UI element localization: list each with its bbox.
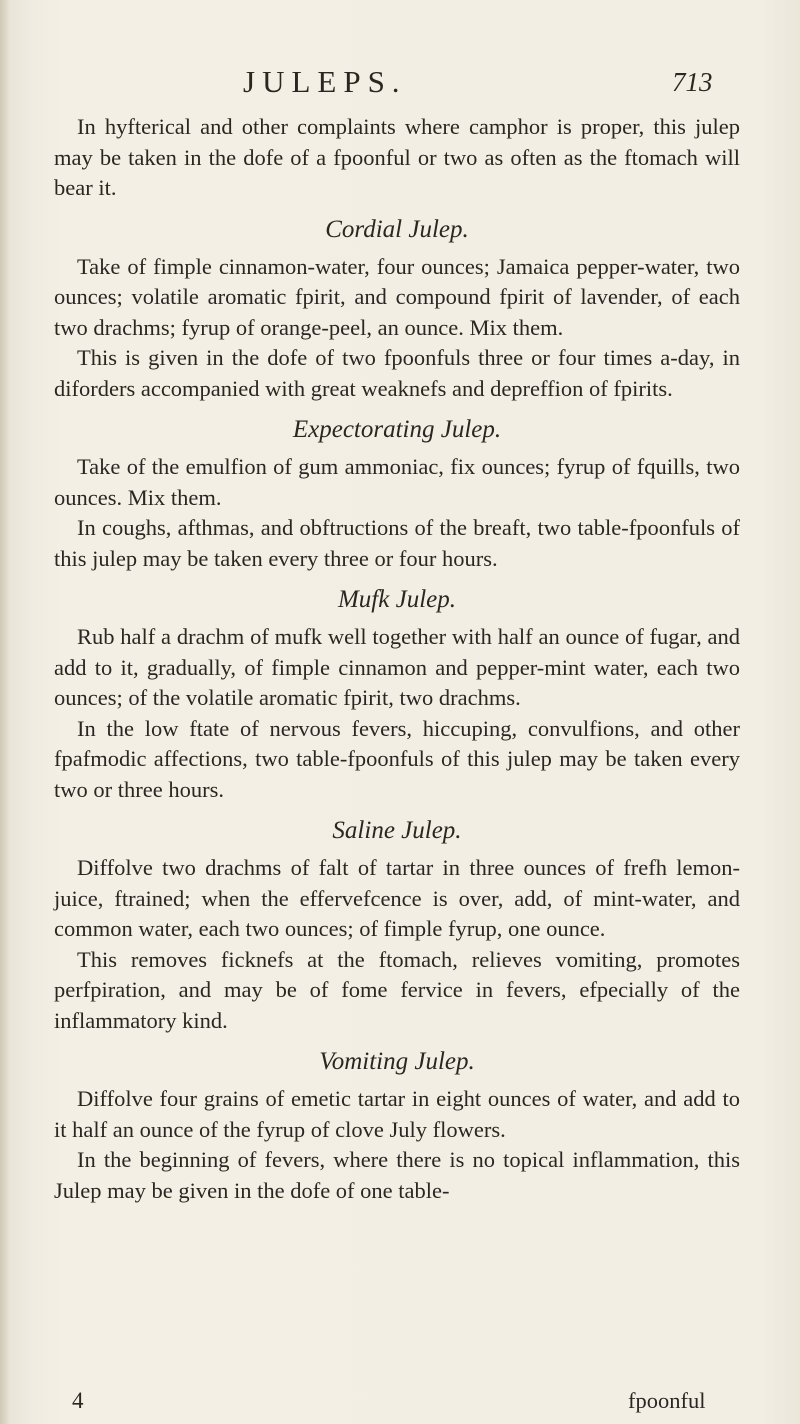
page-gutter xyxy=(0,0,10,1424)
section-heading-vomiting: Vomiting Julep. xyxy=(319,1048,475,1075)
catchword: fpoonful xyxy=(628,1388,706,1413)
cordial-note: This is given in the dofe of two fpoonfuls three or four times a-day, in diforders accompanied with great weaknefs and depreffion of fpirits. xyxy=(54,345,740,401)
vomiting-note: In the beginning of fevers, where there is no topical inflammation, this Julep may be given in the dofe of one table- xyxy=(54,1147,740,1203)
saline-note: This removes ficknefs at the ftomach, relieves vomiting, promotes perfpiration, and may be of fome fervice in fevers, efpecially of the inflammatory kind. xyxy=(54,946,740,1033)
section-heading-expectorating: Expectorating Julep. xyxy=(292,416,502,443)
page-number: 713 xyxy=(672,67,713,97)
expectorating-note: In coughs, afthmas, and obftructions of the breaft, two table-fpoonfuls of this julep may be taken every three or four hours. xyxy=(54,515,740,571)
cordial-recipe: Take of fimple cinnamon-water, four ounces; Jamaica pepper-water, two ounces; volatile aromatic fpirit, and compound fpirit of lavender, of each two drachms; fyrup of orange-peel, an ounce. Mix them. xyxy=(54,253,740,340)
section-heading-musk: Mufk Julep. xyxy=(337,586,456,613)
musk-recipe: Rub half a drachm of mufk well together with half an ounce of fugar, and add to it, gradually, of fimple cinnamon and pepper-mint water, each two ounces; of the volatile aromatic fpirit, two drachms. xyxy=(54,624,740,710)
page-header xyxy=(0,64,800,104)
page-body xyxy=(54,112,740,1206)
section-heading-cordial: Cordial Julep. xyxy=(325,215,469,243)
vomiting-recipe: Diffolve four grains of emetic tartar in eight ounces of water, and add to it half an ounce of the fyrup of clove July flowers. xyxy=(54,1086,740,1142)
section-heading-saline: Saline Julep. xyxy=(332,817,462,844)
signature-mark: 4 xyxy=(72,1388,84,1413)
saline-recipe: Diffolve two drachms of falt of tartar in three ounces of frefh lemon-juice, ftrained; when the effervefcence is over, add, of mint-water, and common water, each two ounces; of fimple fyrup, one ounce. xyxy=(54,855,740,941)
running-title: JULEPS. xyxy=(243,64,407,99)
intro-paragraph: In hyfterical and other complaints where camphor is proper, this julep may be taken in the dofe of a fpoonful or two as often as the ftomach will bear it. xyxy=(54,114,740,200)
expectorating-recipe: Take of the emulfion of gum ammoniac, fix ounces; fyrup of fquills, two ounces. Mix them. xyxy=(54,454,740,510)
musk-note: In the low ftate of nervous fevers, hiccuping, convulfions, and other fpafmodic affections, two table-fpoonfuls of this julep may be taken every two or three hours. xyxy=(54,715,740,802)
